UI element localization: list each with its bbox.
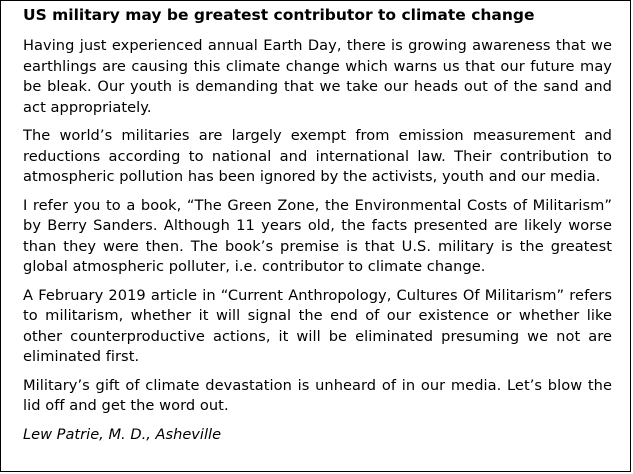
paragraph-1: Having just experienced annual Earth Day, there is growing awareness that we earthlings are causing this climate change which warns us that our future may be bleak. Our youth is demanding that we take our heads out of the sand and act appropriately. [23, 37, 612, 116]
letter-body [23, 36, 612, 445]
paragraph-2: The world’s militaries are largely exempt from emission measurement and reductions according to national and international law. Their contribution to atmospheric pollution has been ignored by the activists, youth and our media. [23, 127, 612, 185]
paragraph-3: I refer you to a book, “The Green Zone, the Environmental Costs of Militarism” by Berry Sanders. Although 11 years old, the facts presented are likely worse than they were then. The book’s premise is that U.S. military is the greatest global atmospheric polluter, i.e. contributor to climate change. [23, 196, 612, 275]
signature: Lew Patrie, M. D., Asheville [23, 425, 222, 443]
paragraph-5: Military’s gift of climate devastation is unheard of in our media. Let’s blow the lid off and get the word out. [23, 376, 612, 414]
headline: US military may be greatest contributor to climate change [23, 6, 535, 24]
paragraph-4: A February 2019 article in “Current Anthropology, Cultures Of Militarism” refers to militarism, whether it will signal the end of our existence or whether like other counterproductive actions, it will be eliminated presuming we not are eliminated first. [23, 286, 612, 365]
